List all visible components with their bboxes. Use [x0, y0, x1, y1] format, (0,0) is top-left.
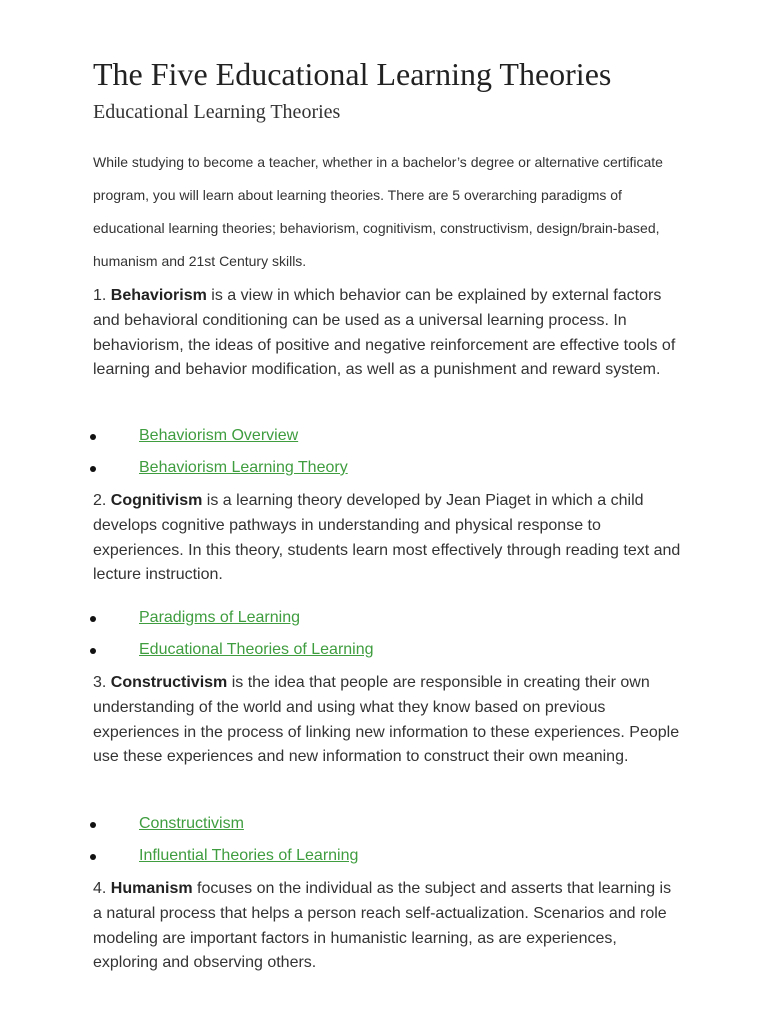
link-behaviorism-overview[interactable]: Behaviorism Overview — [139, 427, 299, 444]
constructivism-link-list — [0, 810, 700, 874]
link-influential-theories-of-learning[interactable]: Influential Theories of Learning — [139, 847, 359, 864]
list-item — [0, 810, 700, 842]
list-item — [0, 604, 700, 636]
behaviorism-link-list — [0, 422, 700, 486]
list-item — [0, 454, 700, 486]
link-constructivism[interactable]: Constructivism — [139, 815, 244, 832]
document-subtitle: Educational Learning Theories — [93, 101, 341, 123]
section-term: Cognitivism — [110, 492, 203, 509]
bullet-icon — [90, 616, 96, 622]
list-item — [0, 636, 700, 668]
section-text: is a learning theory developed by Jean Piaget in which a child develops cognitive pathways in understanding and physical response to experiences. In this theory, students learn most effectively through reading text and lecture instruction. — [93, 492, 681, 584]
section-cognitivism — [93, 489, 683, 588]
section-term: Constructivism — [110, 674, 228, 691]
list-item — [0, 842, 700, 874]
section-number: 4. — [93, 880, 107, 897]
section-constructivism — [93, 671, 683, 770]
cognitivism-link-list — [0, 604, 700, 668]
bullet-icon — [90, 648, 96, 654]
link-paradigms-of-learning[interactable]: Paradigms of Learning — [139, 609, 300, 626]
section-humanism — [93, 877, 683, 976]
link-educational-theories-of-learning[interactable]: Educational Theories of Learning — [139, 641, 374, 658]
list-item — [0, 422, 700, 454]
bullet-icon — [90, 822, 96, 828]
section-term: Behaviorism — [110, 287, 207, 304]
section-number: 1. — [93, 287, 107, 304]
section-term: Humanism — [110, 880, 193, 897]
section-text: focuses on the individual as the subject and asserts that learning is a natural process that helps a person reach self-actualization. Scenarios and role modeling are important factors in humanistic learning, as are experiences, exploring and observing others. — [93, 880, 672, 972]
document-title: The Five Educational Learning Theories — [93, 56, 612, 92]
bullet-icon — [90, 434, 96, 440]
section-number: 3. — [93, 674, 107, 691]
section-text: is the idea that people are responsible in creating their own understanding of the world and using what they know based on previous experiences in the process of linking new information to these experiences. People use these experiences and new information to construct their own meaning. — [93, 674, 680, 766]
section-number: 2. — [93, 492, 107, 509]
link-behaviorism-learning-theory[interactable]: Behaviorism Learning Theory — [139, 459, 348, 476]
intro-paragraph: While studying to become a teacher, whether in a bachelor’s degree or alternative certificate program, you will learn about learning theories. There are 5 overarching paradigms of educational learning theories; behaviorism, cognitivism, constructivism, design/brain-based, humanism and 21st Century skills. — [93, 154, 663, 269]
bullet-icon — [90, 854, 96, 860]
section-behaviorism — [93, 284, 683, 383]
bullet-icon — [90, 466, 96, 472]
section-text: is a view in which behavior can be explained by external factors and behavioral conditioning can be used as a universal learning process. In behaviorism, the ideas of positive and negative reinforcement are effective tools of learning and behavior modification, as well as a punishment and reward system. — [93, 287, 676, 379]
